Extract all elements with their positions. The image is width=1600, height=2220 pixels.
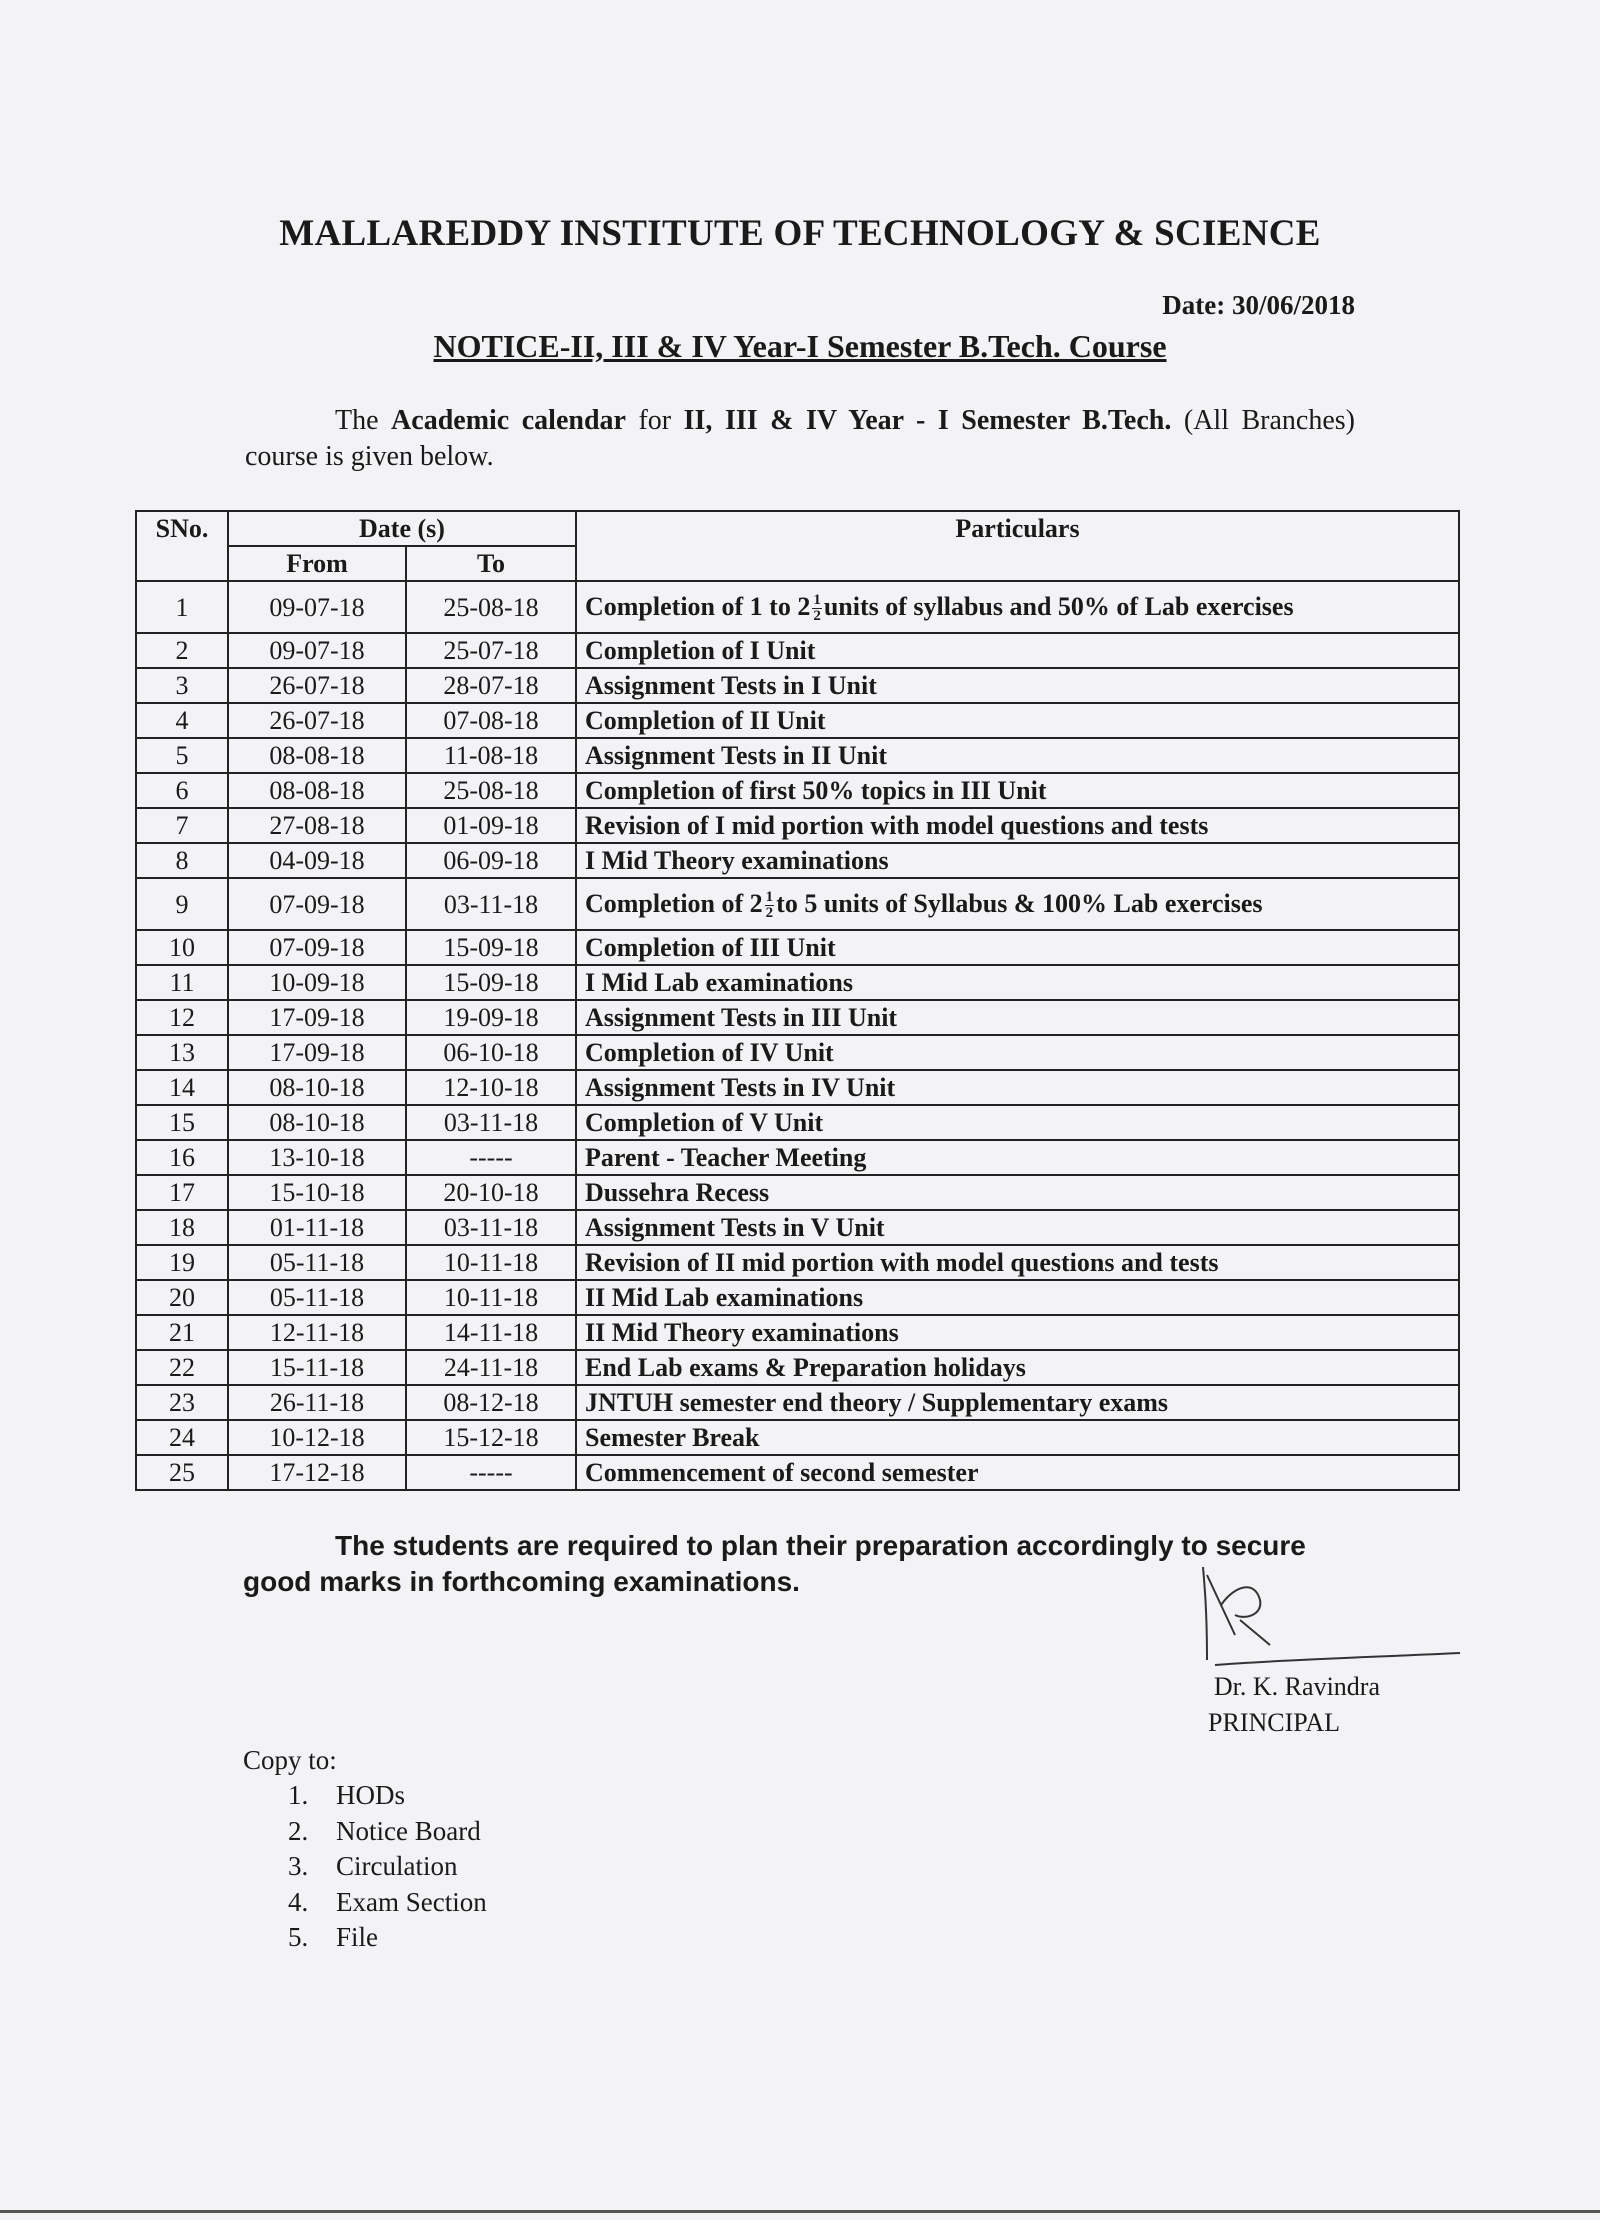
row-sno: 22 (136, 1350, 228, 1385)
row-sno: 25 (136, 1455, 228, 1490)
copy-to-recipient: HODs (336, 1780, 406, 1810)
row-particulars (576, 581, 1459, 633)
row-from-date: 09-07-18 (228, 581, 406, 633)
copy-to-item (288, 1920, 487, 1956)
row-to-date: 10-11-18 (406, 1280, 576, 1315)
table-row (136, 1420, 1459, 1455)
footer-note-text: The students are required to plan their preparation accordingly to secure good marks in forthcoming examinations. (243, 1530, 1306, 1597)
row-sno: 5 (136, 738, 228, 773)
row-particulars: JNTUH semester end theory / Supplementary exams (576, 1385, 1459, 1420)
fraction-numerator: 1 (813, 592, 821, 609)
row-sno: 2 (136, 633, 228, 668)
fraction-numerator: 1 (765, 889, 774, 906)
row-particulars: Assignment Tests in III Unit (576, 1000, 1459, 1035)
table-row (136, 1350, 1459, 1385)
row-particulars: Completion of first 50% topics in III Unit (576, 773, 1459, 808)
copy-to-number: 2. (288, 1815, 309, 1846)
row-to-date: 25-07-18 (406, 633, 576, 668)
row-particulars: Completion of IV Unit (576, 1035, 1459, 1070)
row-to-date: ----- (406, 1455, 576, 1490)
row-sno: 11 (136, 965, 228, 1000)
row-from-date: 05-11-18 (228, 1245, 406, 1280)
row-from-date: 27-08-18 (228, 808, 406, 843)
header-dates: Date (s) (228, 511, 576, 546)
row-sno: 19 (136, 1245, 228, 1280)
table-row (136, 581, 1459, 633)
row-from-date: 07-09-18 (228, 878, 406, 930)
copy-to-item (288, 1814, 487, 1850)
row-to-date: 14-11-18 (406, 1315, 576, 1350)
row-to-date: ----- (406, 1140, 576, 1175)
table-row (136, 1175, 1459, 1210)
row-particulars: Completion of III Unit (576, 930, 1459, 965)
notice-title: NOTICE-II, III & IV Year-I Semester B.Tech. Course (433, 328, 1167, 364)
table-row (136, 1315, 1459, 1350)
row-from-date: 08-08-18 (228, 738, 406, 773)
header-sno: SNo. (136, 511, 228, 581)
row-sno: 20 (136, 1280, 228, 1315)
row-from-date: 17-09-18 (228, 1035, 406, 1070)
row-from-date: 08-10-18 (228, 1105, 406, 1140)
table-row (136, 808, 1459, 843)
calendar-body (136, 581, 1459, 1490)
copy-to-recipient: Exam Section (336, 1886, 487, 1917)
row-to-date: 10-11-18 (406, 1245, 576, 1280)
table-row (136, 1455, 1459, 1490)
row-particulars: Assignment Tests in I Unit (576, 668, 1459, 703)
row-sno: 3 (136, 668, 228, 703)
intro-bold-1: Academic calendar (391, 405, 626, 436)
table-row (136, 1385, 1459, 1420)
row-sno: 17 (136, 1175, 228, 1210)
table-row (136, 1140, 1459, 1175)
row-from-date: 26-07-18 (228, 668, 406, 703)
copy-to-number: 3. (288, 1851, 309, 1881)
row-to-date: 28-07-18 (406, 668, 576, 703)
fraction (812, 593, 822, 624)
row-to-date: 03-11-18 (406, 1105, 576, 1140)
row-to-date: 15-12-18 (406, 1420, 576, 1455)
table-row (136, 1280, 1459, 1315)
row-particulars (576, 878, 1459, 930)
row-to-date: 07-08-18 (406, 703, 576, 738)
table-row (136, 633, 1459, 668)
row-sno: 18 (136, 1210, 228, 1245)
copy-to-item (288, 1849, 487, 1885)
row-to-date: 20-10-18 (406, 1175, 576, 1210)
row-particulars: Completion of V Unit (576, 1105, 1459, 1140)
row-from-date: 17-09-18 (228, 1000, 406, 1035)
table-row (136, 1105, 1459, 1140)
copy-to-recipient: Notice Board (336, 1815, 481, 1846)
particulars-pre: Completion of 1 to 2 (585, 591, 811, 621)
row-from-date: 07-09-18 (228, 930, 406, 965)
table-row (136, 1000, 1459, 1035)
row-from-date: 15-10-18 (228, 1175, 406, 1210)
row-particulars: Revision of II mid portion with model questions and tests (576, 1245, 1459, 1280)
table-row (136, 878, 1459, 930)
row-sno: 15 (136, 1105, 228, 1140)
row-particulars: I Mid Lab examinations (576, 965, 1459, 1000)
row-sno: 13 (136, 1035, 228, 1070)
row-particulars: Assignment Tests in V Unit (576, 1210, 1459, 1245)
row-particulars: Semester Break (576, 1420, 1459, 1455)
particulars-post: units of syllabus and 50% of Lab exercises (823, 591, 1294, 621)
table-row (136, 1035, 1459, 1070)
copy-to-list (288, 1778, 487, 1956)
row-to-date: 12-10-18 (406, 1070, 576, 1105)
row-to-date: 01-09-18 (406, 808, 576, 843)
row-to-date: 25-08-18 (406, 581, 576, 633)
row-to-date: 06-10-18 (406, 1035, 576, 1070)
signatory-name: Dr. K. Ravindra (1213, 1672, 1380, 1701)
signatory-title: PRINCIPAL (1208, 1708, 1340, 1737)
fraction-denominator: 2 (765, 905, 774, 922)
copy-to-recipient: File (336, 1922, 379, 1952)
row-sno: 21 (136, 1315, 228, 1350)
row-particulars: Commencement of second semester (576, 1455, 1459, 1490)
row-sno: 14 (136, 1070, 228, 1105)
row-from-date: 04-09-18 (228, 843, 406, 878)
particulars-pre: Completion of 2 (585, 888, 763, 918)
intro-paragraph (245, 403, 1355, 475)
row-particulars: End Lab exams & Preparation holidays (576, 1350, 1459, 1385)
table-row (136, 738, 1459, 773)
table-row (136, 703, 1459, 738)
row-to-date: 24-11-18 (406, 1350, 576, 1385)
row-sno: 16 (136, 1140, 228, 1175)
row-from-date: 09-07-18 (228, 633, 406, 668)
copy-to-label: Copy to: (243, 1745, 337, 1775)
row-sno: 8 (136, 843, 228, 878)
row-from-date: 13-10-18 (228, 1140, 406, 1175)
copy-to-item (288, 1885, 487, 1921)
row-from-date: 08-08-18 (228, 773, 406, 808)
row-from-date: 10-09-18 (228, 965, 406, 1000)
row-from-date: 05-11-18 (228, 1280, 406, 1315)
row-from-date: 01-11-18 (228, 1210, 406, 1245)
row-to-date: 08-12-18 (406, 1385, 576, 1420)
academic-calendar-table (135, 510, 1460, 1491)
table-row (136, 1210, 1459, 1245)
row-from-date: 10-12-18 (228, 1420, 406, 1455)
header-to: To (406, 546, 576, 581)
row-to-date: 15-09-18 (406, 965, 576, 1000)
table-row (136, 1245, 1459, 1280)
row-to-date: 11-08-18 (406, 738, 576, 773)
row-to-date: 25-08-18 (406, 773, 576, 808)
intro-text-1: The (335, 405, 392, 436)
row-to-date: 03-11-18 (406, 1210, 576, 1245)
header-particulars: Particulars (576, 511, 1459, 581)
table-row (136, 1070, 1459, 1105)
row-from-date: 26-11-18 (228, 1385, 406, 1420)
row-particulars: Assignment Tests in II Unit (576, 738, 1459, 773)
table-row (136, 773, 1459, 808)
table-row (136, 930, 1459, 965)
row-particulars: Dussehra Recess (576, 1175, 1459, 1210)
row-sno: 4 (136, 703, 228, 738)
row-sno: 23 (136, 1385, 228, 1420)
row-particulars: II Mid Lab examinations (576, 1280, 1459, 1315)
row-to-date: 03-11-18 (406, 878, 576, 930)
row-sno: 7 (136, 808, 228, 843)
row-to-date: 06-09-18 (406, 843, 576, 878)
copy-to-item (288, 1778, 487, 1814)
row-sno: 24 (136, 1420, 228, 1455)
row-sno: 10 (136, 930, 228, 965)
row-to-date: 15-09-18 (406, 930, 576, 965)
row-to-date: 19-09-18 (406, 1000, 576, 1035)
row-particulars: Parent - Teacher Meeting (576, 1140, 1459, 1175)
particulars-post: to 5 units of Syllabus & 100% Lab exercises (776, 888, 1263, 918)
row-from-date: 15-11-18 (228, 1350, 406, 1385)
row-particulars: I Mid Theory examinations (576, 843, 1459, 878)
row-sno: 1 (136, 581, 228, 633)
intro-text-3: (All Branches) course is given below. (245, 405, 1355, 472)
row-sno: 9 (136, 878, 228, 930)
bottom-rule (0, 2210, 1600, 2213)
row-from-date: 12-11-18 (228, 1315, 406, 1350)
row-particulars: II Mid Theory examinations (576, 1315, 1459, 1350)
copy-to-number: 1. (288, 1780, 309, 1810)
row-from-date: 08-10-18 (228, 1070, 406, 1105)
row-sno: 12 (136, 1000, 228, 1035)
row-from-date: 17-12-18 (228, 1455, 406, 1490)
copy-to-recipient: Circulation (336, 1851, 458, 1881)
table-row (136, 843, 1459, 878)
table-row (136, 668, 1459, 703)
table-row (136, 965, 1459, 1000)
row-particulars: Revision of I mid portion with model questions and tests (576, 808, 1459, 843)
fraction-denominator: 2 (813, 608, 821, 625)
row-particulars: Completion of I Unit (576, 633, 1459, 668)
row-from-date: 26-07-18 (228, 703, 406, 738)
row-sno: 6 (136, 773, 228, 808)
intro-bold-2: II, III & IV Year - I Semester B.Tech. (683, 405, 1172, 436)
fraction (765, 890, 775, 921)
row-particulars: Completion of II Unit (576, 703, 1459, 738)
notice-date: Date: 30/06/2018 (1162, 290, 1355, 320)
header-from: From (228, 546, 406, 581)
row-particulars: Assignment Tests in IV Unit (576, 1070, 1459, 1105)
principal-signature (1195, 1565, 1465, 1675)
institution-name: MALLAREDDY INSTITUTE OF TECHNOLOGY & SCIENCE (279, 213, 1321, 254)
copy-to-number: 4. (288, 1886, 309, 1917)
intro-text-2: for (625, 405, 684, 436)
copy-to-number: 5. (288, 1922, 309, 1952)
